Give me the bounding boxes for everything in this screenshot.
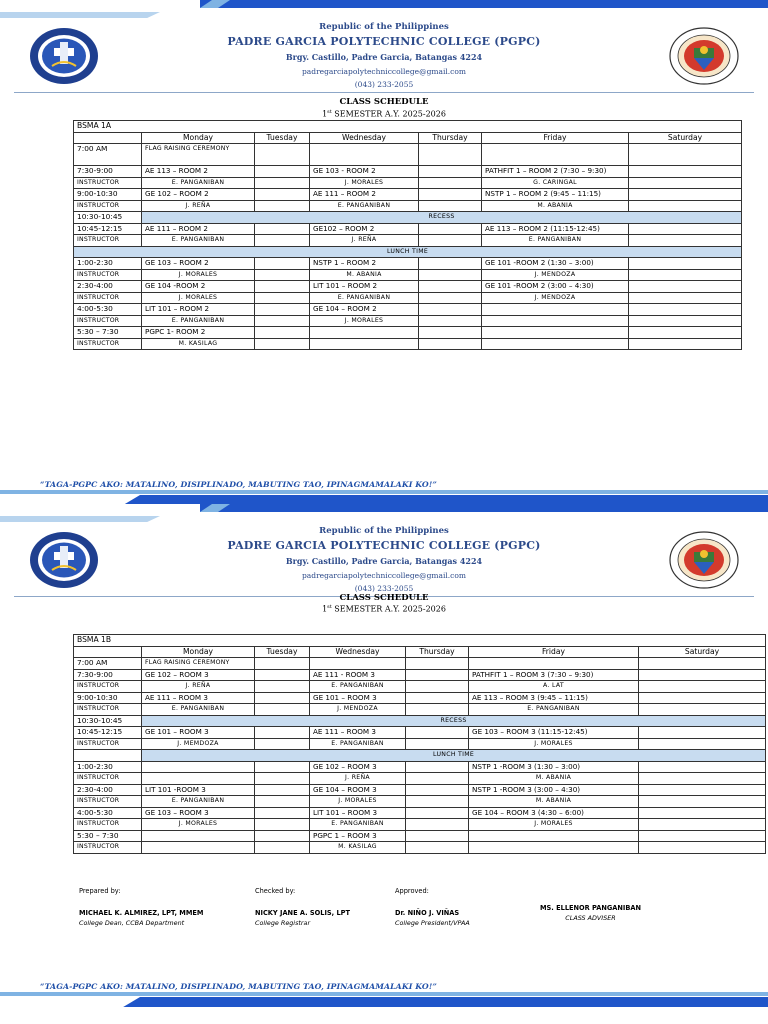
top-decorative-bar: [0, 504, 768, 524]
schedule-table-bsma-1b: [73, 634, 766, 854]
college-email: padregarciapolytechniccollege@gmail.com: [302, 67, 466, 76]
college-name: PADRE GARCIA POLYTECHNIC COLLEGE (PGPC): [227, 539, 541, 552]
table-row: 9:00-10:30 GE 102 – ROOM 2 AE 111 – ROOM 2 NSTP 1 – ROOM 2 (9:45 – 11:15): [74, 189, 742, 201]
instructor-row: INSTRUCTOR E. PANGANIBAN J. REÑA E. PANGANIBAN: [74, 235, 742, 247]
schedule-page-bsma-1b: [0, 504, 768, 1016]
approved-by-block: Approved: Dr. NIÑO J. VIÑAS College President/VPAA: [395, 887, 470, 927]
college-motto: “TAGA-PGPC AKO: MATALINO, DISIPLINADO, MABUTING TAO, IPINAGMAMALAKI KO!”: [40, 480, 437, 489]
table-row: 9:00-10:30 AE 111 – ROOM 3 GE 101 – ROOM 3 AE 113 – ROOM 3 (9:45 – 11:15): [74, 692, 766, 704]
section-label: BSMA 1B: [74, 635, 766, 647]
instructor-row: INSTRUCTOR J. MEMDOZA E. PANGANIBAN J. MORALES: [74, 738, 766, 750]
day-saturday: Saturday: [639, 646, 766, 658]
instructor-row: INSTRUCTOR J. MORALES E. PANGANIBAN J. MORALES: [74, 819, 766, 831]
table-row: 7:30-9:00 AE 113 – ROOM 2 GE 103 - ROOM 2 PATHFIT 1 – ROOM 2 (7:30 – 9:30): [74, 166, 742, 178]
checked-by-block: Checked by: NICKY JANE A. SOLIS, LPT College Registrar: [255, 887, 350, 927]
flag-row: 7:00 AM FLAG RAISING CEREMONY: [74, 144, 742, 166]
day-header-row: [74, 646, 766, 658]
schedule-table-bsma-1a: [73, 120, 742, 350]
day-friday: Friday: [482, 132, 629, 144]
instructor-row: INSTRUCTOR E. PANGANIBAN J. MORALES G. CARINGAL: [74, 177, 742, 189]
signatory-name: MS. ELLENOR PANGANIBAN: [540, 904, 642, 912]
instructor-row: INSTRUCTOR J. REÑA M. ABANIA: [74, 773, 766, 785]
section-label: BSMA 1A: [74, 121, 742, 133]
college-motto: “TAGA-PGPC AKO: MATALINO, DISIPLINADO, MABUTING TAO, IPINAGMAMALAKI KO!”: [40, 982, 437, 991]
table-row: 2:30-4:00 LIT 101 -ROOM 3 GE 104 – ROOM 3 NSTP 1 -ROOM 3 (3:00 – 4:30): [74, 784, 766, 796]
table-row: 1:00-2:30 GE 102 – ROOM 3 NSTP 1 -ROOM 3 (1:30 – 3:00): [74, 761, 766, 773]
table-row: 10:45-12:15 GE 101 – ROOM 3 AE 111 – ROOM 3 GE 103 – ROOM 3 (11:15-12:45): [74, 727, 766, 739]
table-row: 4:00-5:30 LIT 101 – ROOM 2 GE 104 – ROOM 2: [74, 304, 742, 316]
header-divider: [14, 92, 754, 93]
instructor-row: INSTRUCTOR E. PANGANIBAN J. MENDOZA E. PANGANIBAN: [74, 704, 766, 716]
day-wednesday: Wednesday: [310, 646, 406, 658]
college-email: padregarciapolytechniccollege@gmail.com: [302, 571, 466, 580]
instructor-row: INSTRUCTOR J. REÑA E. PANGANIBAN A. LAT: [74, 681, 766, 693]
signatory-name: MICHAEL K. ALMIREZ, LPT, MMEM: [79, 909, 204, 917]
college-phone: (043) 233-2055: [354, 80, 414, 89]
day-thursday: Thursday: [419, 132, 482, 144]
day-friday: Friday: [469, 646, 639, 658]
flag-row: 7:00 AM FLAG RAISING CEREMONY: [74, 658, 766, 670]
table-row: 2:30-4:00 GE 104 -ROOM 2 LIT 101 – ROOM 2 GE 101 -ROOM 2 (3:00 – 4:30): [74, 281, 742, 293]
flag-ceremony: FLAG RAISING CEREMONY: [142, 144, 255, 166]
day-tuesday: Tuesday: [255, 646, 310, 658]
schedule-title: CLASS SCHEDULE: [339, 593, 429, 603]
instructor-row: INSTRUCTOR M. KASILAG: [74, 338, 742, 350]
day-monday: Monday: [142, 646, 255, 658]
semester-line: 1st SEMESTER A.Y. 2025-2026: [322, 109, 446, 119]
day-saturday: Saturday: [629, 132, 742, 144]
table-row: 10:45-12:15 AE 111 – ROOM 2 GE102 – ROOM 2 AE 113 – ROOM 2 (11:15-12:45): [74, 223, 742, 235]
college-address: Brgy. Castillo, Padre Garcia, Batangas 4224: [285, 52, 483, 62]
table-row: 4:00-5:30 GE 103 – ROOM 3 LIT 101 – ROOM 3 GE 104 – ROOM 3 (4:30 – 6:00): [74, 807, 766, 819]
letterhead: [0, 524, 768, 593]
day-wednesday: Wednesday: [310, 132, 419, 144]
instructor-row: INSTRUCTOR J. MORALES E. PANGANIBAN J. MENDOZA: [74, 292, 742, 304]
signatory-name: NICKY JANE A. SOLIS, LPT: [255, 909, 350, 917]
flag-ceremony: FLAG RAISING CEREMONY: [142, 658, 255, 670]
table-row: 5:30 – 7:30 PGPC 1 – ROOM 3: [74, 830, 766, 842]
college-address: Brgy. Castillo, Padre Garcia, Batangas 4224: [285, 556, 483, 566]
instructor-row: INSTRUCTOR M. KASILAG: [74, 842, 766, 854]
table-row: 7:30-9:00 GE 102 – ROOM 3 AE 111 - ROOM 3 PATHFIT 1 – ROOM 3 (7:30 – 9:30): [74, 669, 766, 681]
table-row: 1:00-2:30 GE 103 – ROOM 2 NSTP 1 – ROOM 2 GE 101 -ROOM 2 (1:30 – 3:00): [74, 258, 742, 270]
college-name: PADRE GARCIA POLYTECHNIC COLLEGE (PGPC): [227, 35, 541, 48]
bottom-decorative-bar: [0, 992, 768, 1012]
instructor-row: INSTRUCTOR J. MORALES M. ABANIA J. MENDOZA: [74, 269, 742, 281]
signatories: [0, 884, 768, 934]
day-header-row: [74, 132, 742, 144]
schedule-title: CLASS SCHEDULE: [339, 97, 429, 107]
recess-row: 10:30-10:45 RECESS: [74, 212, 742, 224]
instructor-row: INSTRUCTOR E. PANGANIBAN J. MORALES M. ABANIA: [74, 796, 766, 808]
semester-line: 1st SEMESTER A.Y. 2025-2026: [322, 604, 446, 614]
recess-row: 10:30-10:45 RECESS: [74, 715, 766, 727]
letterhead: [0, 20, 768, 89]
day-thursday: Thursday: [406, 646, 469, 658]
instructor-row: INSTRUCTOR E. PANGANIBAN J. MORALES: [74, 315, 742, 327]
college-phone: (043) 233-2055: [354, 584, 414, 593]
signatory-name: Dr. NIÑO J. VIÑAS: [395, 909, 460, 917]
instructor-row: INSTRUCTOR J. REÑA E. PANGANIBAN M. ABANIA: [74, 200, 742, 212]
top-decorative-bar: [0, 0, 768, 20]
class-adviser-block: MS. ELLENOR PANGANIBAN CLASS ADVISER: [540, 904, 642, 922]
day-tuesday: Tuesday: [255, 132, 310, 144]
republic-line: Republic of the Philippines: [319, 526, 449, 536]
republic-line: Republic of the Philippines: [319, 22, 449, 32]
table-row: 5:30 – 7:30 PGPC 1- ROOM 2: [74, 327, 742, 339]
lunch-row: LUNCH TIME: [74, 750, 766, 762]
lunch-row: LUNCH TIME: [74, 246, 742, 258]
prepared-by-block: Prepared by: MICHAEL K. ALMIREZ, LPT, MMEM College Dean, CCBA Department: [79, 887, 204, 927]
day-monday: Monday: [142, 132, 255, 144]
